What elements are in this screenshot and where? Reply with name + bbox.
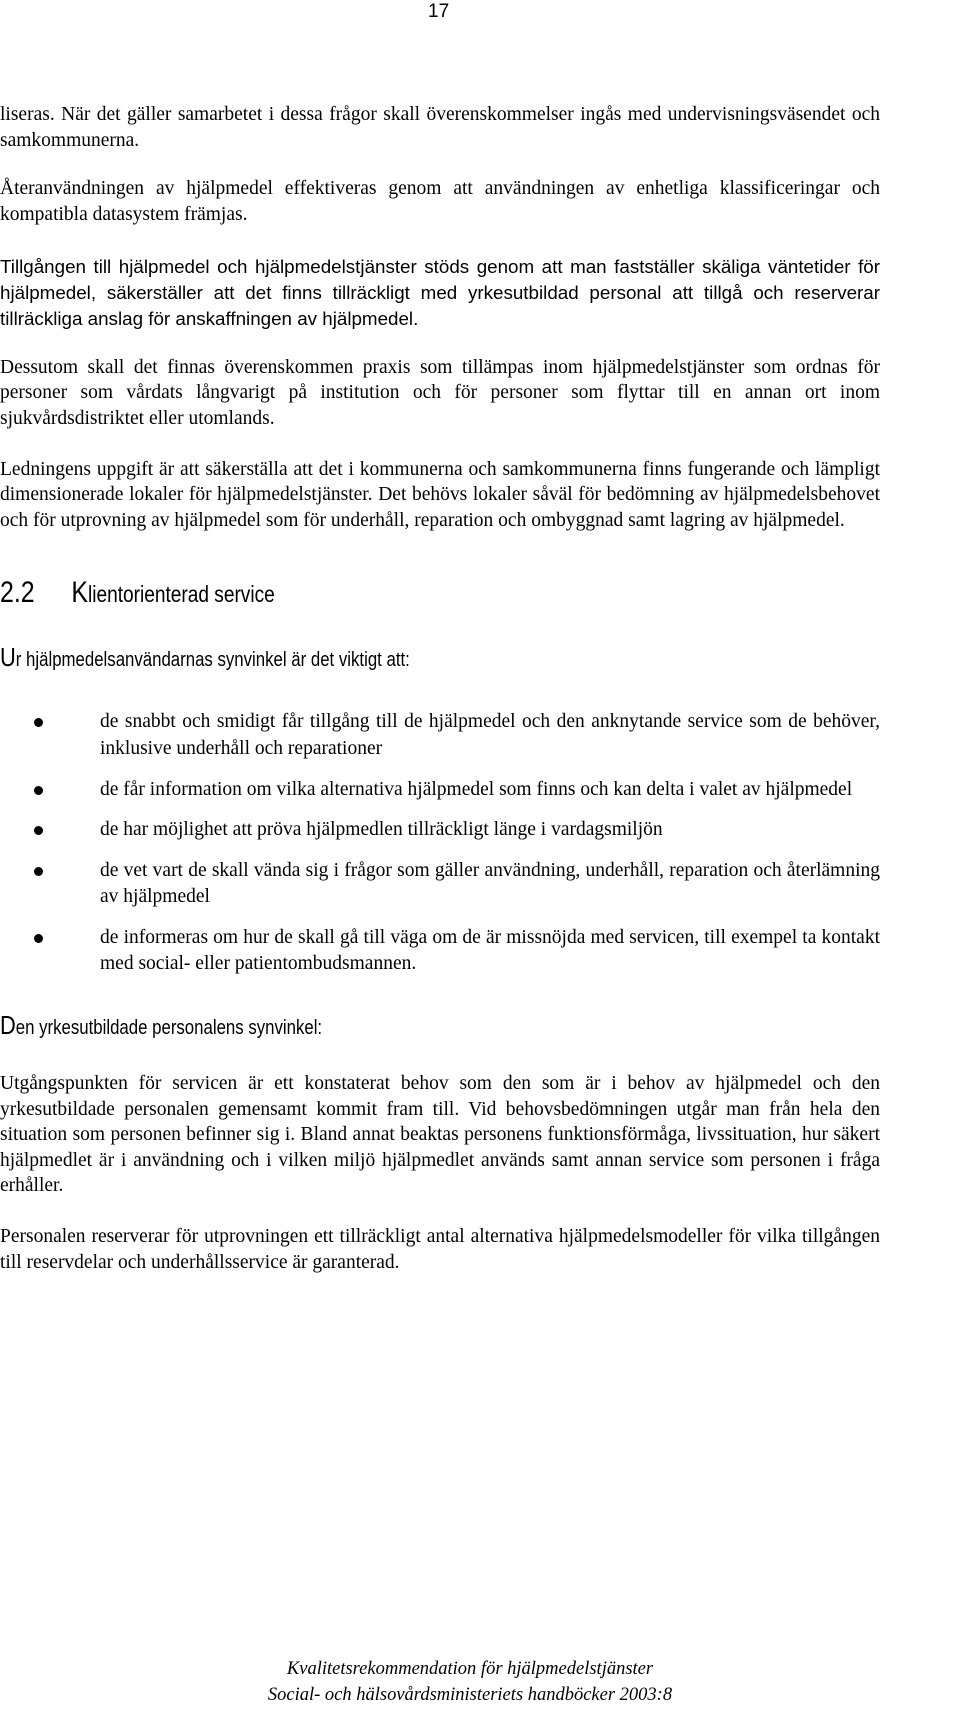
paragraph-reservation: Personalen reserverar för utprovningen ett tillräckligt antal alternativa hjälpmedelsmodeller för vilka tillgången till reservdelar och underhållsservice är garanterad. [0,1226,880,1273]
page-body [0,102,880,1275]
footer-series: Social- och hälsovårdsministeriets handböcker 2003:8 [267,1685,673,1705]
section-title-initial: K [71,576,88,610]
subheading-text: r hjälpmedelsanvändarnas synvinkel är det viktigt att: [15,649,410,672]
bullet-icon [34,826,43,835]
page-number: 17 [428,1,450,22]
bullet-icon [34,934,43,943]
list-item [0,858,880,911]
list-item-text: de vet vart de skall vända sig i frågor som gäller användning, underhåll, reparation och återlämning av hjälpmedel [100,859,880,908]
list-item [0,777,880,804]
section-title: lientorienterad service [87,581,275,608]
subheading-user-perspective [0,642,739,675]
bullet-icon [34,786,43,795]
section-number: 2.2 [0,576,35,610]
paragraph-access: Tillgången till hjälpmedel och hjälpmedelstjänster stöds genom att man fastställer skäliga väntetider för hjälpmedel, säkerställer att det finns tillräckligt med yrkesutbildad personal att tillgå och reserverar tillräckliga anslag för anskaffningen av hjälpmedel. [0,256,880,329]
bullet-list [0,709,880,978]
list-item [0,925,880,978]
list-item-text: de snabbt och smidigt får tillgång till de hjälpmedel och den anknytande service som de behöver, inklusive underhåll och reparationer [100,711,880,759]
list-item-text: de informeras om hur de skall gå till väga om de är missnöjda med servicen, till exempel ta kontakt med social- eller patientombudsmannen. [100,926,880,975]
footer-publication-title: Kvalitetsrekommendation för hjälpmedelstjänster [286,1659,654,1679]
subheading-staff-perspective [0,1010,739,1043]
section-heading [0,575,730,612]
paragraph-reuse: Återanvändningen av hjälpmedel effektiveras genom att användningen av enhetliga klassificeringar och kompatibla datasystem främjas. [0,178,880,225]
list-item-text: de har möjlighet att pröva hjälpmedlen tillräckligt länge i vardagsmiljön [100,819,663,841]
bullet-icon [34,867,43,876]
paragraph-facilities: Ledningens uppgift är att säkerställa att det i kommunerna och samkommunerna finns fungerande och lämpligt dimensionerade lokaler för hjälpmedelstjänster. Det behövs lokaler såväl för bedömning av hjälpmedelsbehovet och för utprovning av hjälpmedel som för underhåll, reparation och ombyggnad samt lagring av hjälpmedel. [0,458,880,531]
list-item-text: de får information om vilka alternativa hjälpmedel som finns och kan delta i valet av hjälpmedel [100,778,853,800]
list-item [0,709,880,762]
subheading-initial: D [0,1010,16,1041]
paragraph-continuation: liseras. När det gäller samarbetet i dessa frågor skall överenskommelser ingås med undervisningsväsendet och samkommunerna. [0,104,880,151]
subheading-initial: U [0,642,16,673]
paragraph-starting-point: Utgångspunkten för servicen är ett konstaterat behov som den som är i behov av hjälpmedel och den yrkesutbildade personalen gemensamt kommit fram till. Vid behovsbedömningen utgår man från hela den situation som personen befinner sig i. Bland annat beaktas personens funktionsförmåga, livssituation, hur säkert hjälpmedlet är i användning och i vilken miljö hjälpmedlet används samt annan service som personen i fråga erhåller. [0,1073,880,1197]
subheading-text: en yrkesutbildade personalens synvinkel: [15,1017,323,1040]
list-item [0,817,880,844]
paragraph-practice: Dessutom skall det finnas överenskommen praxis som tillämpas inom hjälpmedelstjänster som ordnas för personer som vårdats långvarigt på institution och för personer som flyttar till en annan ort inom sjukvårdsdistriktet eller utomlands. [0,356,880,429]
bullet-icon [34,718,43,727]
